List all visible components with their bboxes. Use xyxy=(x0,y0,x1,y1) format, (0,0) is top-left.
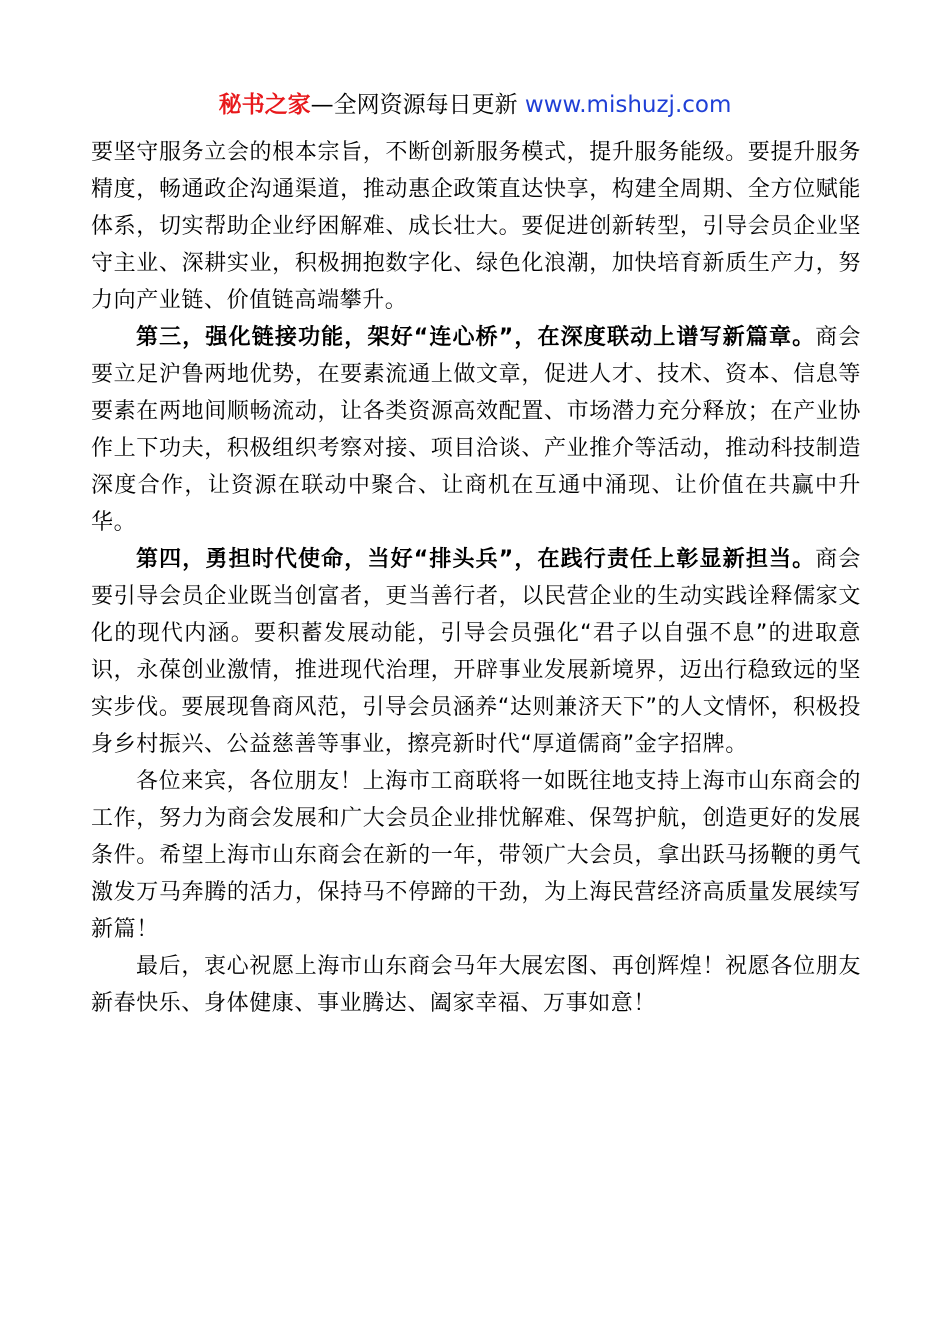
document-body xyxy=(91,134,861,1022)
paragraph-1-body: 要坚守服务立会的根本宗旨，不断创新服务模式，提升服务能级。要提升服务精度，畅通政企沟通渠道，推动惠企政策直达快享，构建全周期、全方位赋能体系，切实帮助企业纾困解难、成长壮大。要促进创新转型，引导会员企业坚守主业、深耕实业，积极拥抱数字化、绿色化浪潮，加快培育新质生产力，努力向产业链、价值链高端攀升。 xyxy=(91,140,861,313)
paragraph-5-body: 最后，衷心祝愿上海市山东商会马年大展宏图、再创辉煌！祝愿各位朋友新春快乐、身体健康、事业腾达、阖家幸福、万事如意！ xyxy=(91,954,861,1016)
paragraph-3-lead: 第四，勇担时代使命，当好“排头兵”，在践行责任上彰显新担当。 xyxy=(136,547,816,572)
paragraph-2-body: 商会要立足沪鲁两地优势，在要素流通上做文章，促进人才、技术、资本、信息等要素在两地间顺畅流动，让各类资源高效配置、市场潜力充分释放；在产业协作上下功夫，积极组织考察对接、项目洽谈、产业推介等活动，推动科技制造深度合作，让资源在联动中聚合、让商机在互通中涌现、让价值在共赢中升华。 xyxy=(91,325,862,535)
paragraph-4-body: 各位来宾，各位朋友！上海市工商联将一如既往地支持上海市山东商会的工作，努力为商会发展和广大会员企业排忧解难、保驾护航，创造更好的发展条件。希望上海市山东商会在新的一年，带领广大会员，拿出跃马扬鞭的勇气激发万马奔腾的活力，保持马不停蹄的干劲，为上海民营经济高质量发展续写新篇！ xyxy=(91,769,861,942)
paragraph-3 xyxy=(91,541,861,763)
paragraph-1 xyxy=(91,134,861,319)
paragraph-3-body: 商会要引导会员企业既当创富者，更当善行者，以民营企业的生动实践诠释儒家文化的现代内涵。要积蓄发展动能，引导会员强化“君子以自强不息”的进取意识，永葆创业激情，推进现代治理，开辟事业发展新境界，迈出行稳致远的坚实步伐。要展现鲁商风范，引导会员涵养“达则兼济天下”的人文情怀，积极投身乡村振兴、公益慈善等事业，擦亮新时代“厚道儒商”金字招牌。 xyxy=(91,547,862,757)
paragraph-5 xyxy=(91,948,861,1022)
page-header xyxy=(0,88,950,122)
paragraph-4 xyxy=(91,763,861,948)
paragraph-2 xyxy=(91,319,861,541)
site-brand: 秘书之家 xyxy=(218,92,311,118)
paragraph-2-lead: 第三，强化链接功能，架好“连心桥”，在深度联动上谱写新篇章。 xyxy=(136,325,816,350)
site-tagline: —全网资源每日更新 xyxy=(310,92,525,118)
site-url-link[interactable]: www.mishuzj.com xyxy=(524,92,732,118)
